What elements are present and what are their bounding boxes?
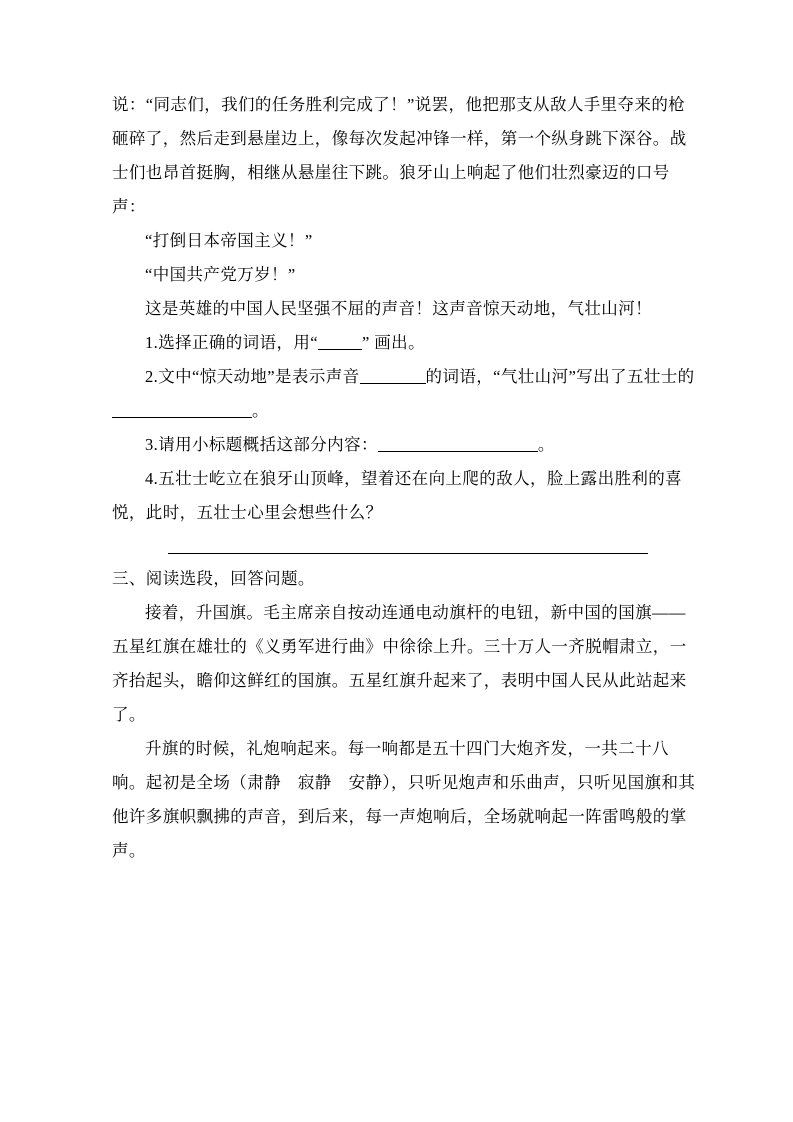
question-2-text-before: 文中“惊天动地”是表示声音 bbox=[158, 367, 360, 386]
reading-passage-paragraph-1: 接着，升国旗。毛主席亲自按动连通电动旗杆的电钮，新中国的国旗——五星红旗在雄壮的《义勇军进行曲》中徐徐上升。三十万人一齐脱帽肃立，一齐抬起头，瞻仰这鲜红的国旗。五星红旗升起来了，表明中国人民从此站起来了。 bbox=[112, 603, 687, 724]
question-4-number: 4. bbox=[145, 469, 159, 488]
question-2-text-middle: 的词语，“气壮山河”写出了五壮士的 bbox=[425, 367, 695, 386]
paragraph-continuation: 说：“同志们，我们的任务胜利完成了！”说罢，他把那支从敌人手里夺来的枪砸碎了，然后走到悬崖边上，像每次发起冲锋一样，第一个纵身跳下深谷。战士们也昂首挺胸，相继从悬崖往下跳。狼牙山上响起了他们壮烈豪迈的口号声： bbox=[112, 95, 687, 216]
question-3-text-before: 请用小标题概括这部分内容： bbox=[158, 435, 378, 454]
section-heading-three: 三、阅读选段，回答问题。 bbox=[112, 569, 315, 588]
question-1-text-before: 选择正确的词语，用“ bbox=[158, 333, 319, 352]
question-1 bbox=[112, 326, 697, 360]
paragraph-slogan-1: “打倒日本帝国主义！” bbox=[145, 231, 313, 250]
answer-blank[interactable] bbox=[378, 451, 538, 452]
answer-line[interactable] bbox=[168, 552, 648, 554]
answer-blank[interactable] bbox=[360, 383, 426, 384]
paragraph-slogan-2: “中国共产党万岁！” bbox=[145, 265, 296, 284]
question-1-text-after: ” 画出。 bbox=[362, 333, 425, 352]
document-body bbox=[112, 88, 697, 868]
answer-blank[interactable] bbox=[318, 349, 362, 350]
paragraph-closing: 这是英雄的中国人民坚强不屈的声音！这声音惊天动地，气壮山河！ bbox=[145, 299, 652, 318]
answer-blank[interactable] bbox=[112, 417, 252, 418]
question-1-number: 1. bbox=[145, 333, 159, 352]
question-2-number: 2. bbox=[145, 367, 159, 386]
question-3-number: 3. bbox=[145, 435, 159, 454]
reading-passage-paragraph-2: 升旗的时候，礼炮响起来。每一响都是五十四门大炮齐发，一共二十八响。起初是全场（肃静 寂静 安静），只听见炮声和乐曲声，只听见国旗和其他许多旗帜飘拂的声音，到后来，每一声炮响后，全场就响起一阵雷鸣般的掌声。 bbox=[112, 739, 696, 860]
question-2-text-after: 。 bbox=[252, 401, 269, 420]
question-3 bbox=[112, 428, 697, 462]
question-4-text: 五壮士屹立在狼牙山顶峰，望着还在向上爬的敌人，脸上露出胜利的喜悦，此时，五壮士心里会想些什么？ bbox=[112, 469, 683, 522]
question-3-text-after: 。 bbox=[537, 435, 555, 454]
question-2 bbox=[112, 360, 697, 428]
question-4 bbox=[112, 462, 697, 530]
